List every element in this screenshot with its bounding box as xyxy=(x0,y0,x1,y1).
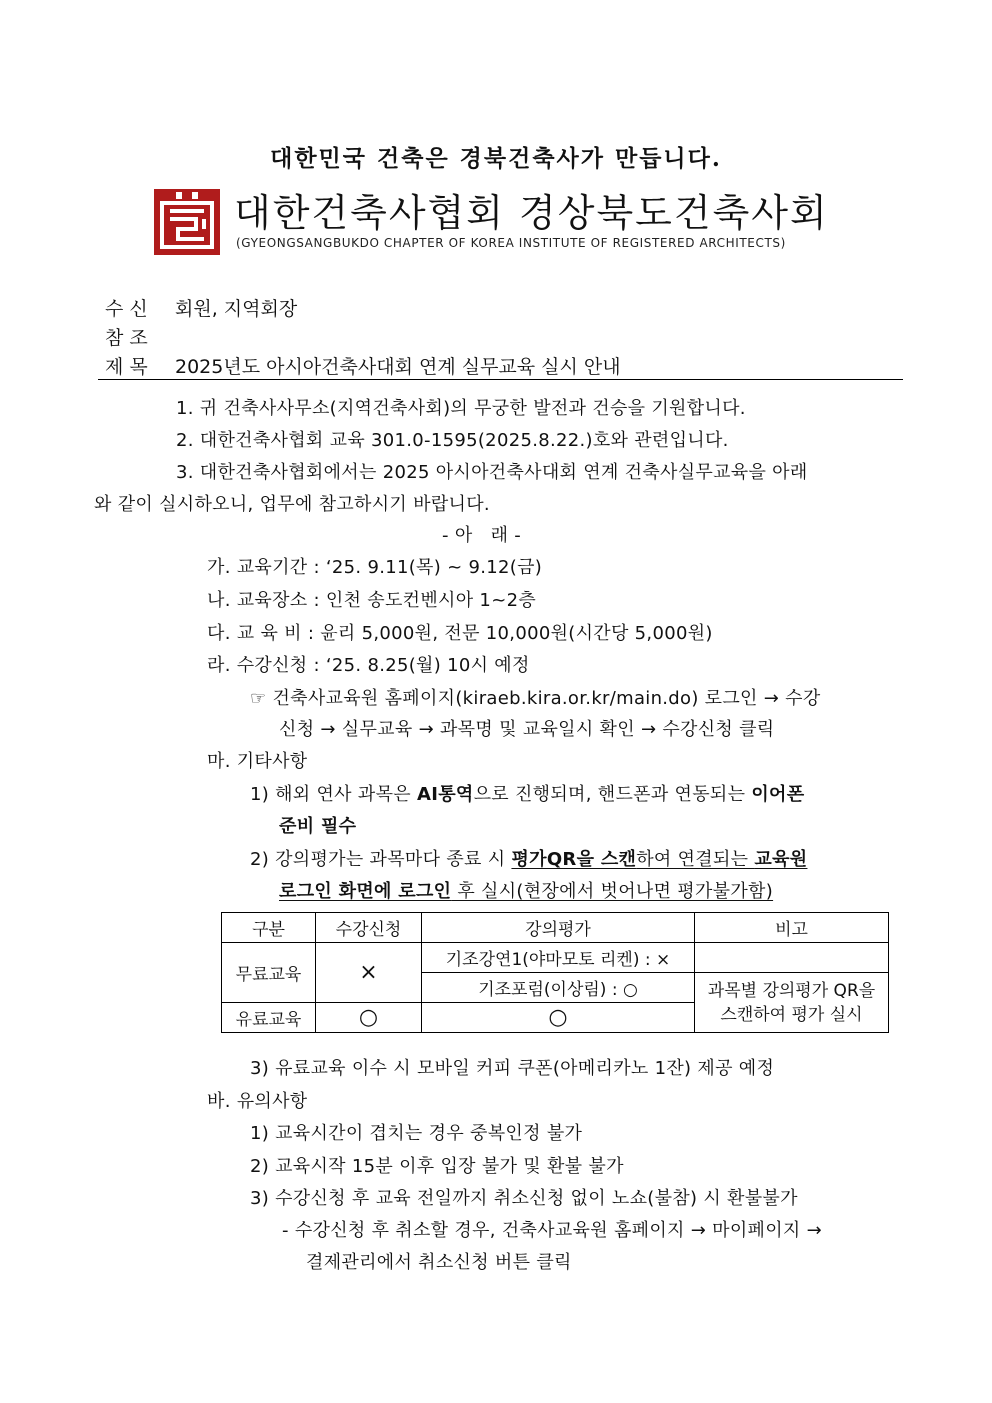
item-da: 다. 교 육 비 : 윤리 5,000원, 전문 10,000원(시간당 5,000원) xyxy=(207,623,713,644)
organization-english-name: (GYEONGSANGBUKDO CHAPTER OF KOREA INSTITUTE OF REGISTERED ARCHITECTS) xyxy=(236,236,786,250)
item-na: 나. 교육장소 : 인천 송도컨벤시아 1~2층 xyxy=(207,590,537,611)
free-register-cell: × xyxy=(316,943,422,1003)
item-ma-1-cont: 준비 필수 xyxy=(279,816,357,837)
item-ra: 라. 수강신청 : ‘25. 8.25(월) 10시 예정 xyxy=(207,655,530,676)
item-ma: 마. 기타사항 xyxy=(207,751,308,772)
recipient-label: 수 신 xyxy=(105,298,148,320)
paragraph-3a: 3. 대한건축사협회에서는 2025 아시아건축사대회 연계 건축사실무교육을 아래 xyxy=(176,462,808,483)
free-eval-keynote: 기조강연1(야마모토 리켄) : × xyxy=(422,943,695,973)
reference-label: 참 조 xyxy=(105,327,148,349)
item-ba: 바. 유의사항 xyxy=(207,1091,308,1112)
paid-eval-cell: ○ xyxy=(422,1003,695,1033)
paid-course-label: 유료교육 xyxy=(222,1003,316,1033)
below-heading: - 아 래 - xyxy=(442,525,522,546)
item-ma-2: 2) 강의평가는 과목마다 종료 시 평가QR을 스캔하여 연결되는 교육원 xyxy=(250,849,808,870)
paid-register-cell: ○ xyxy=(316,1003,422,1033)
table-header: 수강신청 xyxy=(316,913,422,943)
item-ba-3: 3) 수강신청 후 교육 전일까지 취소신청 없이 노쇼(불참) 시 환불불가 xyxy=(250,1188,798,1209)
subject-label: 제 목 xyxy=(105,356,148,378)
note-empty-cell xyxy=(695,943,889,973)
paragraph-3b: 와 같이 실시하오니, 업무에 참고하시기 바랍니다. xyxy=(94,494,490,515)
table-header: 비고 xyxy=(695,913,889,943)
header-divider xyxy=(98,379,903,380)
item-ra-note-1: ☞ 건축사교육원 홈페이지(kiraeb.kira.or.kr/main.do) 로그인 → 수강 xyxy=(250,688,821,709)
note-cell: 과목별 강의평가 QR을 스캔하여 평가 실시 xyxy=(695,973,889,1033)
paragraph-1: 1. 귀 건축사사무소(지역건축사회)의 무궁한 발전과 건승을 기원합니다. xyxy=(176,398,746,419)
item-ma-3: 3) 유료교육 이수 시 모바일 커피 쿠폰(아메리카노 1잔) 제공 예정 xyxy=(250,1058,775,1079)
item-ba-1: 1) 교육시간이 겹치는 경우 중복인정 불가 xyxy=(250,1123,583,1144)
subject-value: 2025년도 아시아건축사대회 연계 실무교육 실시 안내 xyxy=(175,356,621,378)
item-ba-3-sub-1: - 수강신청 후 취소할 경우, 건축사교육원 홈페이지 → 마이페이지 → xyxy=(282,1220,822,1241)
evaluation-table xyxy=(221,912,889,1033)
free-eval-forum: 기조포럼(이상림) : ○ xyxy=(422,973,695,1003)
item-ba-3-sub-2: 결제관리에서 취소신청 버튼 클릭 xyxy=(306,1252,572,1273)
organization-name: 대한건축사협회 경상북도건축사회 xyxy=(234,191,829,235)
table-row xyxy=(222,943,889,973)
table-header: 구분 xyxy=(222,913,316,943)
association-logo-icon xyxy=(154,189,220,255)
paragraph-2: 2. 대한건축사협회 교육 301.0-1595(2025.8.22.)호와 관련입니다. xyxy=(176,430,729,451)
free-course-label: 무료교육 xyxy=(222,943,316,1003)
item-ga: 가. 교육기간 : ‘25. 9.11(목) ~ 9.12(금) xyxy=(207,557,543,578)
table-header-row xyxy=(222,913,889,943)
item-ba-2: 2) 교육시작 15분 이후 입장 불가 및 환불 불가 xyxy=(250,1156,624,1177)
slogan: 대한민국 건축은 경북건축사가 만듭니다. xyxy=(270,145,722,172)
table-header: 강의평가 xyxy=(422,913,695,943)
item-ma-2-cont: 로그인 화면에 로그인 후 실시(현장에서 벗어나면 평가불가함) xyxy=(279,881,774,902)
recipient-value: 회원, 지역회장 xyxy=(175,298,298,320)
item-ra-note-2: 신청 → 실무교육 → 과목명 및 교육일시 확인 → 수강신청 클릭 xyxy=(279,719,775,740)
item-ma-1: 1) 해외 연사 과목은 AI통역으로 진행되며, 핸드폰과 연동되는 이어폰 xyxy=(250,784,805,805)
